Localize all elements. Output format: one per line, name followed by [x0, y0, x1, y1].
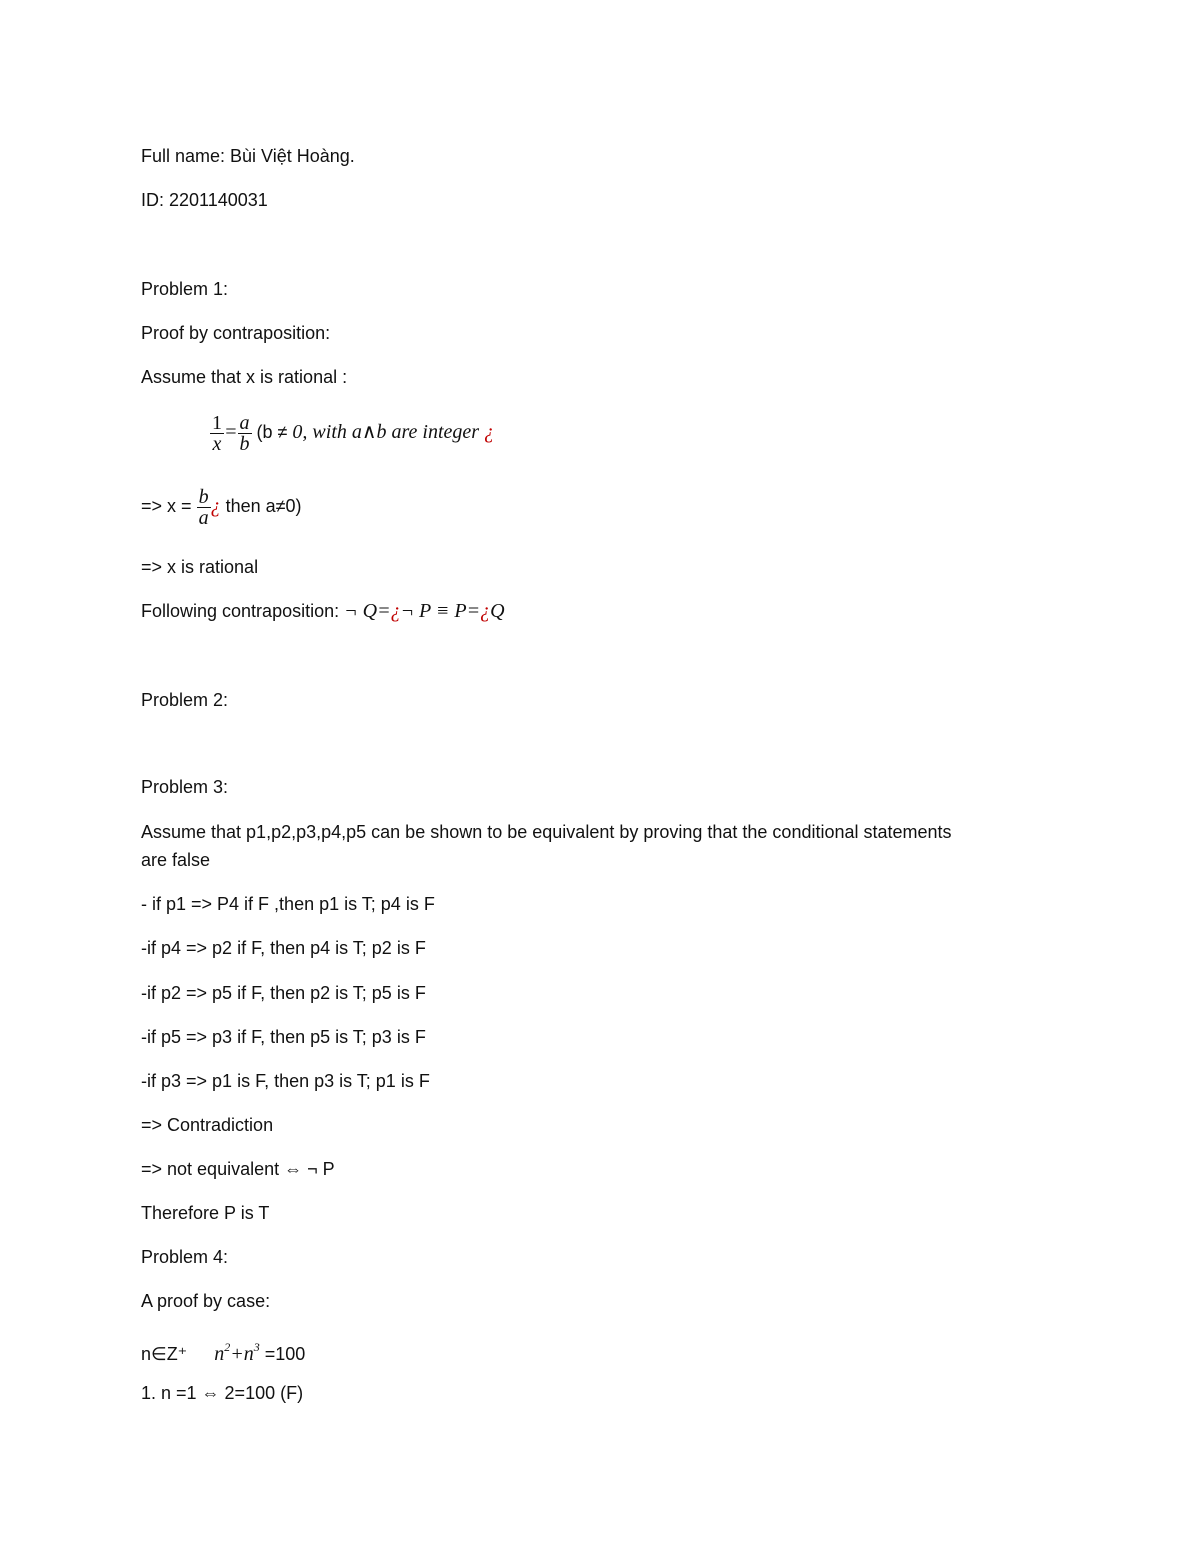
problem-1-method: Proof by contraposition: [141, 323, 331, 343]
equation-1: $\frac{1}{x}$ = $\frac{a}{b}$ (b ≠ 0, with a∧b are integer ¿ [212, 411, 495, 455]
problem-4-title: Problem 4: [141, 1247, 229, 1267]
problem-3-assumption-line-2: are false [141, 850, 211, 870]
full-name: Full name: Bùi Việt Hoàng. [141, 146, 355, 166]
problem-4-case-1: 1. n =1 ⇔ 2=100 (F) [141, 1383, 304, 1403]
problem-4-method: A proof by case: [141, 1291, 271, 1311]
problem-3-step: - if p1 => P4 if F ,then p1 is T; p4 is F [141, 894, 435, 914]
fraction-b-over-a: $\frac{b}{a}$ [198, 485, 209, 529]
problem-4-equation: n∈Z⁺ $n^2+n^3 =100$ [141, 1340, 306, 1365]
problem-3-not-equivalent: => not equivalent ⇔ ¬ P [141, 1159, 335, 1179]
problem-3-contradiction: => Contradiction [141, 1115, 274, 1135]
problem-3-assumption-line-1: Assume that p1,p2,p3,p4,p5 can be shown to be equivalent by proving that the conditional statements [141, 822, 952, 842]
fraction-a-over-b: $\frac{a}{b}$ [239, 411, 250, 455]
problem-1-assumption: Assume that x is rational : [141, 367, 348, 387]
problem-3-step: -if p2 => p5 if F, then p2 is T; p5 is F [141, 983, 426, 1003]
problem-3-step: -if p5 => p3 if F, then p5 is T; p3 is F [141, 1027, 426, 1047]
problem-1-title: Problem 1: [141, 279, 229, 299]
problem-3-therefore: Therefore P is T [141, 1203, 270, 1223]
problem-3-step: -if p3 => p1 is F, then p3 is T; p1 is F [141, 1071, 430, 1091]
problem-3-step: -if p4 => p2 if F, then p4 is T; p2 is F [141, 938, 426, 958]
problem-3-title: Problem 3: [141, 777, 229, 797]
equation-2: => x = $\frac{b}{a}$ ¿ then a≠0) [141, 485, 302, 529]
student-id: ID: 2201140031 [141, 190, 268, 210]
problem-2-title: Problem 2: [141, 690, 229, 710]
problem-1-conclusion: => x is rational [141, 557, 259, 577]
contraposition-line: Following contraposition: ¬ Q=¿¬ P ≡ P=¿Q [141, 600, 505, 622]
fraction-1-over-x: $\frac{1}{x}$ [212, 411, 222, 455]
